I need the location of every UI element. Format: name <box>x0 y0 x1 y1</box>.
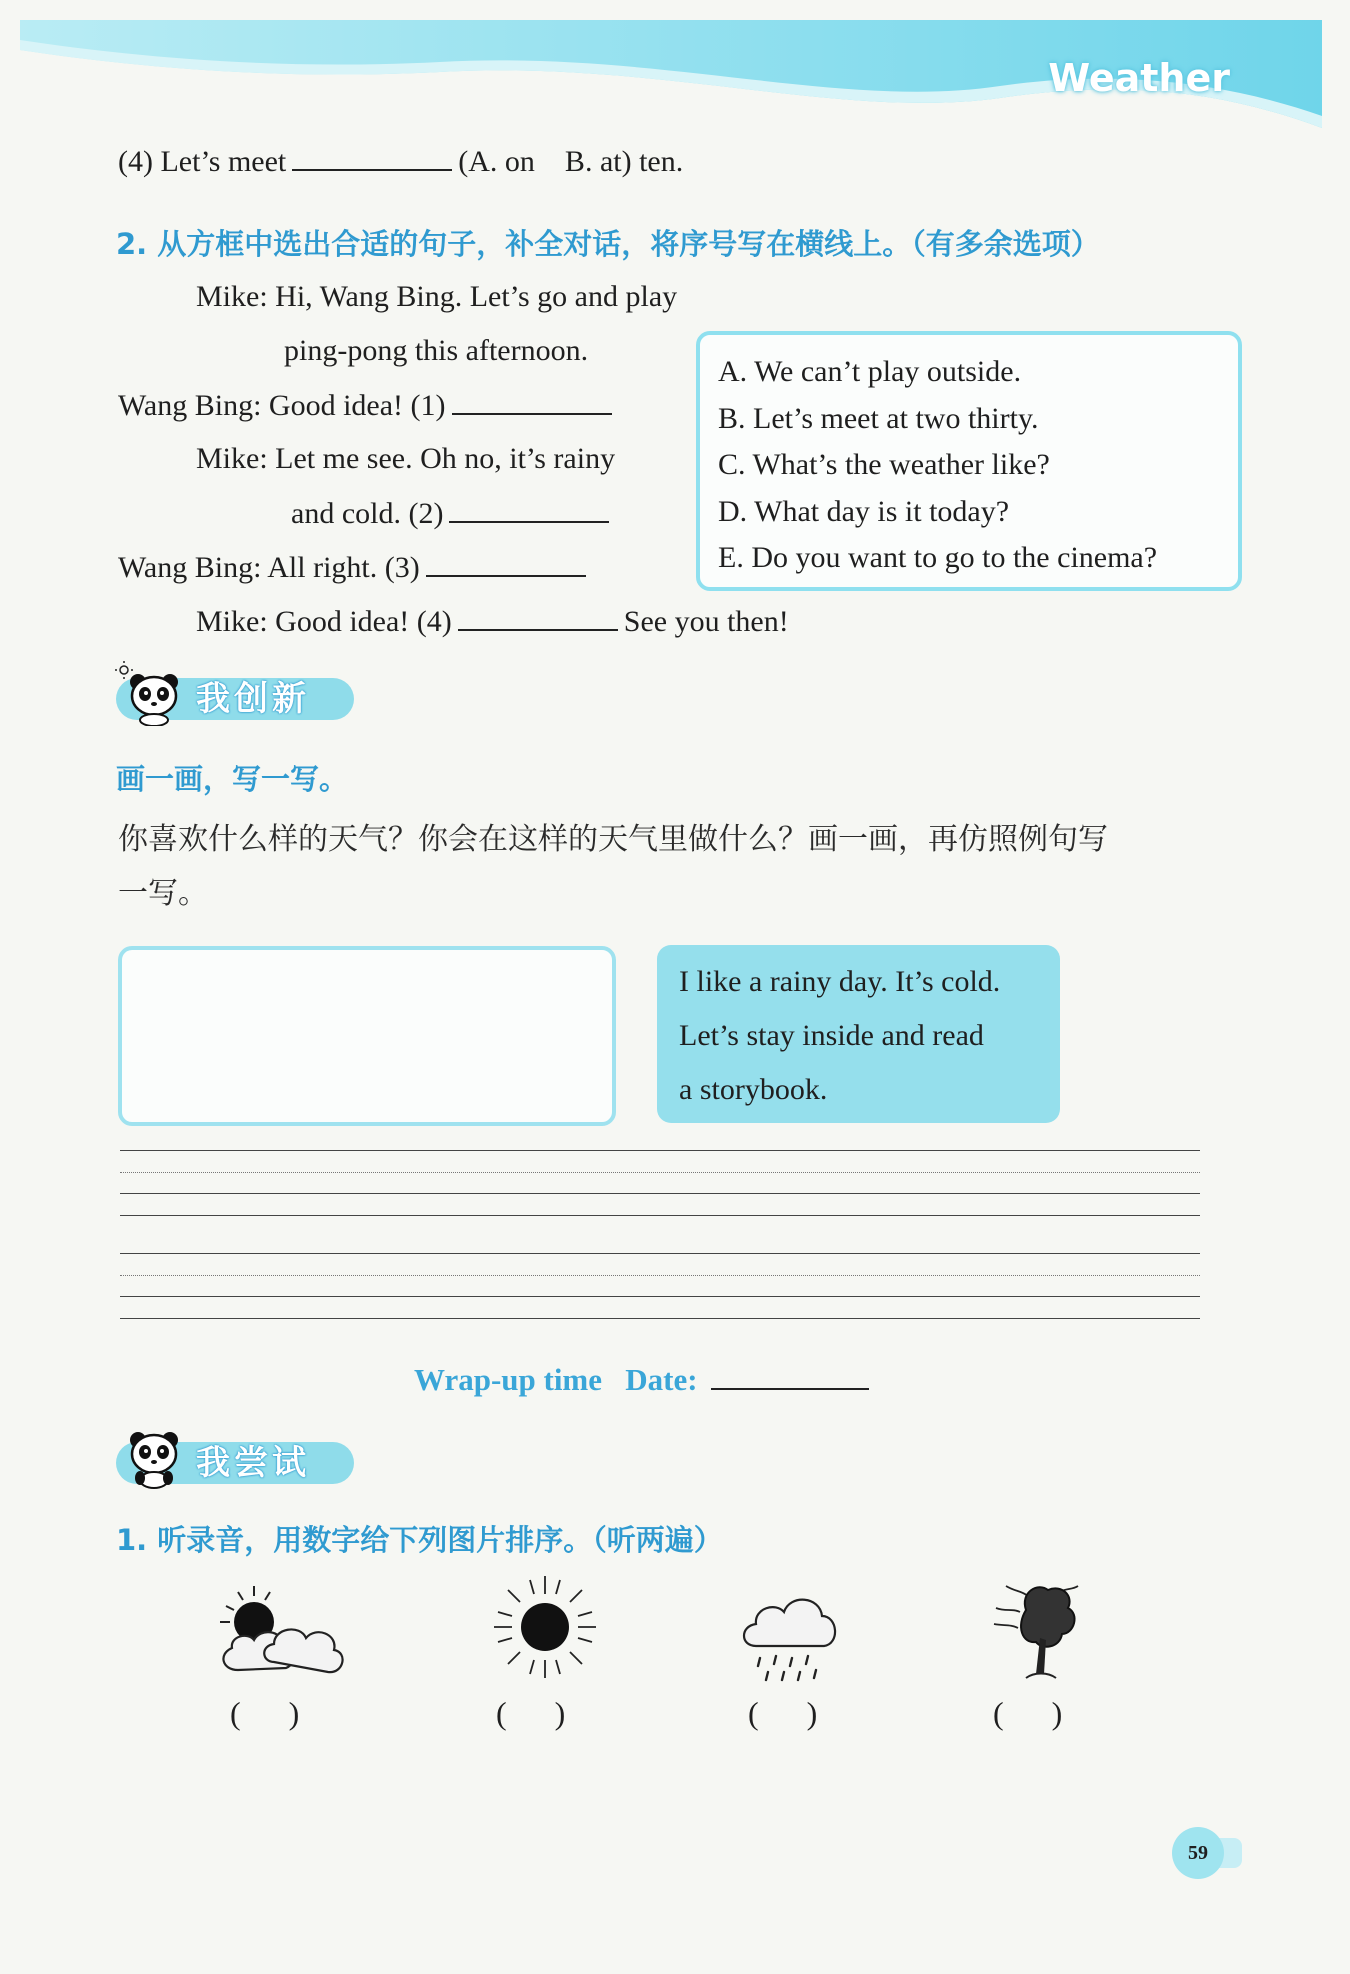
try-heading: 1. 听录音，用数字给下列图片排序。（听两遍） <box>116 1523 723 1557</box>
answer-blank-1[interactable] <box>452 385 612 415</box>
writing-line <box>120 1275 1200 1276</box>
dialogue-line-5 <box>291 493 615 534</box>
page-number: 59 <box>1172 1827 1224 1879</box>
option-a: A. We can’t play outside. <box>718 355 1022 388</box>
writing-line <box>120 1150 1200 1151</box>
section-tab-try <box>116 1442 354 1484</box>
unit-title: Weather <box>1048 56 1230 100</box>
dialogue-line-4: Mike: Let me see. Oh no, it’s rainy <box>196 442 616 475</box>
writing-line <box>120 1318 1200 1319</box>
option-c: C. What’s the weather like? <box>718 448 1050 481</box>
answer-paren-2[interactable]: ( ) <box>496 1695 566 1731</box>
dialogue-line-1: Mike: Hi, Wang Bing. Let’s go and play <box>196 280 678 313</box>
dialogue-line-2: ping-pong this afternoon. <box>284 334 589 367</box>
windy-tree-icon <box>990 1578 1090 1688</box>
prev-question-options: (A. on B. at) ten. <box>458 145 684 178</box>
answer-paren-3[interactable]: ( ) <box>748 1695 818 1731</box>
instruction-line-1: 你喜欢什么样的天气？你会在这样的天气里做什么？画一画，再仿照例句写 <box>118 822 1108 857</box>
prev-question-line <box>118 141 683 182</box>
drawing-box[interactable] <box>118 946 616 1126</box>
dialogue-text: Wang Bing: Good idea! (1) <box>118 389 446 422</box>
example-line-2: Let’s stay inside and read <box>679 1019 984 1052</box>
writing-line <box>120 1172 1200 1173</box>
sunny-icon <box>490 1572 600 1682</box>
dialogue-line-7 <box>196 601 789 642</box>
writing-line <box>120 1215 1200 1216</box>
wrapup-label: Wrap-up time <box>414 1362 603 1397</box>
answer-blank-4[interactable] <box>458 601 618 631</box>
dialogue-text: and cold. (2) <box>291 497 444 530</box>
section-tab-create <box>116 678 354 720</box>
option-b: B. Let’s meet at two thirty. <box>718 401 1039 435</box>
option-d: D. What day is it today? <box>718 494 1010 528</box>
date-blank[interactable] <box>711 1360 869 1390</box>
example-line-1: I like a rainy day. It’s cold. <box>679 965 1001 998</box>
rainy-icon <box>738 1588 842 1684</box>
answer-paren-1[interactable]: ( ) <box>230 1695 300 1731</box>
answer-blank[interactable] <box>292 141 452 171</box>
panda-sun-icon <box>114 660 182 726</box>
prev-question-text: (4) Let’s meet <box>118 145 287 178</box>
exercise-2-heading: 2. 从方框中选出合适的句子，补全对话，将序号写在横线上。（有多余选项） <box>116 227 1100 261</box>
dialogue-text: Mike: Good idea! (4) <box>196 605 452 638</box>
writing-line <box>120 1296 1200 1297</box>
options-box <box>696 331 1242 591</box>
section-tab-label: 我尝试 <box>196 1443 310 1483</box>
instruction-line-2: 一写。 <box>118 876 208 911</box>
dialogue-line-3 <box>118 385 618 426</box>
wrapup-line <box>414 1360 875 1398</box>
date-label: Date: <box>625 1362 698 1397</box>
example-card <box>657 945 1060 1123</box>
answer-blank-2[interactable] <box>449 493 609 523</box>
dialogue-text: See you then! <box>623 605 789 638</box>
writing-line <box>120 1193 1200 1194</box>
create-instruction <box>118 813 1228 921</box>
option-e: E. Do you want to go to the cinema? <box>718 541 1158 574</box>
writing-line <box>120 1253 1200 1254</box>
cloudy-sun-icon <box>208 1582 348 1682</box>
dialogue-text: Wang Bing: All right. (3) <box>118 551 420 584</box>
panda-icon <box>114 1424 182 1490</box>
section-tab-label: 我创新 <box>196 679 310 719</box>
create-heading: 画一画，写一写。 <box>116 762 349 796</box>
answer-paren-4[interactable]: ( ) <box>993 1695 1063 1731</box>
answer-blank-3[interactable] <box>426 547 586 577</box>
dialogue-line-6 <box>118 547 592 588</box>
example-line-3: a storybook. <box>679 1073 828 1106</box>
